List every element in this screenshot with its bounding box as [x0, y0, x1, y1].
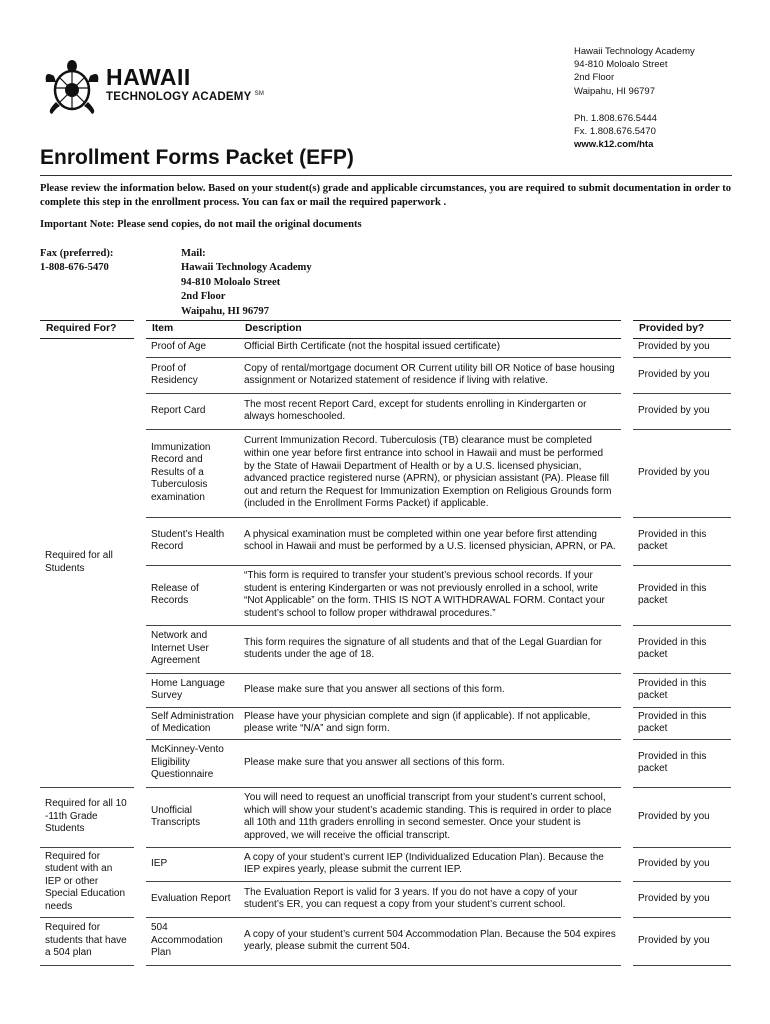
row-provided-by: Provided by you	[627, 357, 731, 393]
intro-paragraph: Please review the information below. Based on your student(s) grade and applicable circumstances, you are required to submit documentation in order to complete this step in the enrollment process. You can fax or mail the required paperwork .	[40, 183, 732, 209]
table-row	[40, 881, 731, 917]
row-provided-by: Provided by you	[627, 917, 731, 965]
row-item: Proof of Residency	[140, 357, 239, 393]
header-item: Item	[140, 321, 239, 339]
address-line: 2nd Floor	[574, 72, 615, 84]
fax-label: Fax (preferred):	[40, 248, 114, 259]
address-line: Waipahu, HI 96797	[574, 85, 655, 97]
important-note: Important Note: Please send copies, do not mail the original documents	[40, 219, 362, 230]
row-provided-by: Provided by you	[627, 847, 731, 881]
row-item: Self Administration of Medication	[140, 707, 239, 739]
table-row	[40, 917, 731, 965]
row-item: 504 Accommodation Plan	[140, 917, 239, 965]
table-row	[40, 707, 731, 739]
requirements-table	[40, 320, 731, 966]
row-item: Network and Internet User Agreement	[140, 625, 239, 673]
table-row	[40, 393, 731, 429]
mail-label: Mail:	[181, 248, 206, 259]
row-description: A copy of your student’s current 504 Accommodation Plan. Because the 504 expires yearly, please submit the current 504.	[239, 917, 627, 965]
row-item: Student’s Health Record	[140, 517, 239, 565]
row-provided-by: Provided in this packet	[627, 673, 731, 707]
row-provided-by: Provided by you	[627, 429, 731, 517]
row-description: Please make sure that you answer all sections of this form.	[239, 673, 627, 707]
address-line: 94-810 Moloalo Street	[574, 59, 668, 71]
header-description: Description	[239, 321, 627, 339]
row-item: Home Language Survey	[140, 673, 239, 707]
row-description: A copy of your student’s current IEP (Individualized Education Plan). Because the IEP expires yearly, please submit the current IEP.	[239, 847, 627, 881]
header-provided-by: Provided by?	[627, 321, 731, 339]
row-description: A physical examination must be completed within one year before first attending school in Hawaii and must be performed by a U.S. licensed physician, APRN, or PA.	[239, 517, 627, 565]
address-line: Hawaii Technology Academy	[574, 46, 695, 57]
mail-contact	[181, 247, 312, 319]
row-description: Current Immunization Record. Tuberculosis (TB) clearance must be completed within one year before first entrance into school in Hawaii and must be performed by the State of Hawaii Department of Health or by a U.S. licensed physician, advanced practice registered nurse (APRN), or physician assistant (PA). Please fill out and return the Request for Immunization Exemption on Religious Grounds form (included in the Enrollment Forms Packet) if applicable.	[239, 429, 627, 517]
group-label: Required for students that have a 504 plan	[40, 917, 140, 965]
table-row	[40, 625, 731, 673]
row-description: The most recent Report Card, except for students enrolling in Kindergarten or always homeschooled.	[239, 393, 627, 429]
row-item: IEP	[140, 847, 239, 881]
table-row	[40, 429, 731, 517]
group-label: Required for all Students	[40, 338, 140, 787]
row-item: McKinney-Vento Eligibility Questionnaire	[140, 739, 239, 787]
table-row	[40, 673, 731, 707]
table-row	[40, 565, 731, 625]
hta-logo	[42, 58, 282, 118]
phone-number: Ph. 1.808.676.5444	[574, 112, 657, 124]
group-label: Required for student with an IEP or other Special Education needs	[40, 847, 140, 917]
row-item: Report Card	[140, 393, 239, 429]
fax-number: Fx. 1.808.676.5470	[574, 126, 656, 138]
service-mark: SM	[254, 91, 265, 98]
row-provided-by: Provided by you	[627, 393, 731, 429]
table-header-row	[40, 321, 731, 339]
mail-line: 2nd Floor	[181, 291, 226, 303]
table-row	[40, 338, 731, 357]
row-provided-by: Provided by you	[627, 881, 731, 917]
row-provided-by: Provided in this packet	[627, 517, 731, 565]
school-address-block	[574, 45, 695, 151]
fax-number-value: 1-808-676-5470	[40, 262, 109, 274]
logo-wordmark: HAWAII	[106, 64, 191, 90]
page-title: Enrollment Forms Packet (EFP)	[40, 146, 354, 169]
table-row	[40, 357, 731, 393]
row-provided-by: Provided by you	[627, 787, 731, 847]
logo-subtitle: TECHNOLOGY ACADEMY ℠	[106, 91, 265, 103]
row-provided-by: Provided by you	[627, 338, 731, 357]
row-description: Please have your physician complete and sign (if applicable). If not applicable, please write “N/A” and sign form.	[239, 707, 627, 739]
row-description: Please make sure that you answer all sections of this form.	[239, 739, 627, 787]
row-description: “This form is required to transfer your student’s previous school records. If your student is entering Kindergarten or was not previously enrolled in a school, write “Not Applicable” on the form. THIS IS NOT A WITHDRAWAL FORM. Contact your student’s school to follow proper withdrawal procedures.”	[239, 565, 627, 625]
row-provided-by: Provided in this packet	[627, 565, 731, 625]
table-row	[40, 847, 731, 881]
title-divider	[40, 175, 732, 176]
turtle-logo-icon	[42, 58, 100, 118]
mail-line: Hawaii Technology Academy	[181, 262, 312, 274]
row-description: Official Birth Certificate (not the hospital issued certificate)	[239, 338, 627, 357]
row-provided-by: Provided in this packet	[627, 707, 731, 739]
row-item: Unofficial Transcripts	[140, 787, 239, 847]
row-description: Copy of rental/mortgage document OR Current utility bill OR Notice of base housing assignment or Notarized statement of residence if living with relative.	[239, 357, 627, 393]
row-item: Evaluation Report	[140, 881, 239, 917]
fax-contact	[40, 247, 113, 276]
table-row	[40, 787, 731, 847]
row-item: Release of Records	[140, 565, 239, 625]
row-description: The Evaluation Report is valid for 3 years. If you do not have a copy of your student’s ER, you can request a copy from your student’s current school.	[239, 881, 627, 917]
table-row	[40, 517, 731, 565]
header-required-for: Required For?	[40, 321, 140, 339]
row-item: Proof of Age	[140, 338, 239, 357]
mail-line: Waipahu, HI 96797	[181, 305, 270, 317]
row-provided-by: Provided in this packet	[627, 739, 731, 787]
mail-line: 94-810 Moloalo Street	[181, 276, 281, 288]
row-description: You will need to request an unofficial transcript from your student’s current school, which will show your student’s academic standing. This is required in order to place all 10th and 11th graders enrolling in second semester. Once your student is approved, we will receive the official transcript.	[239, 787, 627, 847]
website-link[interactable]: www.k12.com/hta	[574, 139, 654, 151]
group-label: Required for all 10 -11th Grade Students	[40, 787, 140, 847]
row-provided-by: Provided in this packet	[627, 625, 731, 673]
table-row	[40, 739, 731, 787]
row-item: Immunization Record and Results of a Tuberculosis examination	[140, 429, 239, 517]
row-description: This form requires the signature of all students and that of the Legal Guardian for students under the age of 18.	[239, 625, 627, 673]
